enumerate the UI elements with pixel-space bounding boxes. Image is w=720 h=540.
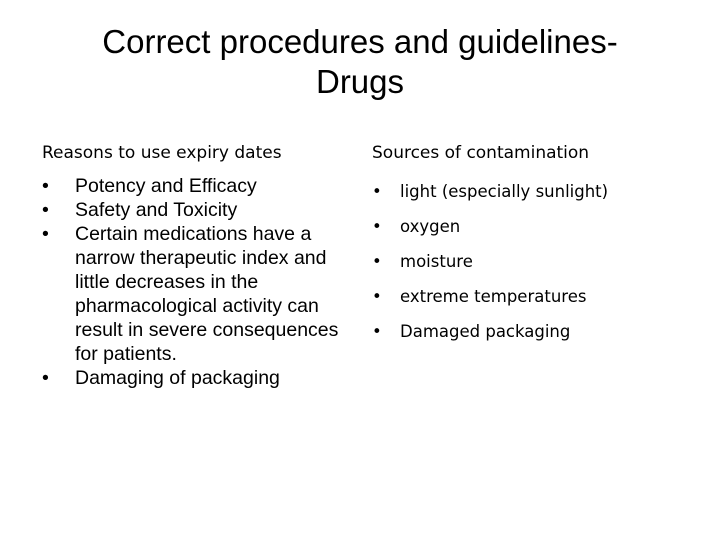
list-item-text: moisture — [400, 252, 473, 271]
list-item-text: Certain medications have a narrow therapeutic index and little decreases in the pharmacological activity can result in severe consequences for patients. — [75, 223, 339, 365]
bullet-icon: • — [372, 322, 382, 341]
left-column-heading: Reasons to use expiry dates — [42, 143, 282, 163]
list-item-text: Potency and Efficacy — [75, 175, 257, 197]
list-item-text: extreme temperatures — [400, 287, 587, 306]
bullet-icon: • — [42, 199, 49, 221]
expiry-reasons-list — [42, 174, 342, 390]
bullet-icon: • — [372, 252, 382, 271]
contamination-sources-list — [372, 174, 702, 349]
list-item — [42, 222, 342, 366]
list-item — [372, 314, 702, 349]
bullet-icon: • — [372, 182, 382, 201]
list-item-text: oxygen — [400, 217, 461, 236]
list-item-text: Safety and Toxicity — [75, 199, 238, 221]
list-item — [372, 244, 702, 279]
bullet-icon: • — [372, 217, 382, 236]
slide-title-line-1: Correct procedures and guidelines- — [102, 23, 618, 60]
list-item — [42, 366, 342, 390]
bullet-icon: • — [42, 223, 49, 245]
right-column-heading: Sources of contamination — [372, 143, 590, 163]
list-item — [372, 279, 702, 314]
slide-title — [40, 22, 680, 102]
bullet-icon: • — [42, 175, 49, 197]
list-item — [42, 198, 342, 222]
bullet-icon: • — [42, 367, 49, 389]
list-item-text: Damaging of packaging — [75, 367, 280, 389]
list-item — [372, 174, 702, 209]
slide-title-line-2: Drugs — [315, 63, 405, 100]
list-item-text: Damaged packaging — [400, 322, 571, 341]
list-item — [372, 209, 702, 244]
list-item — [42, 174, 342, 198]
list-item-text: light (especially sunlight) — [400, 182, 609, 201]
bullet-icon: • — [372, 287, 382, 306]
